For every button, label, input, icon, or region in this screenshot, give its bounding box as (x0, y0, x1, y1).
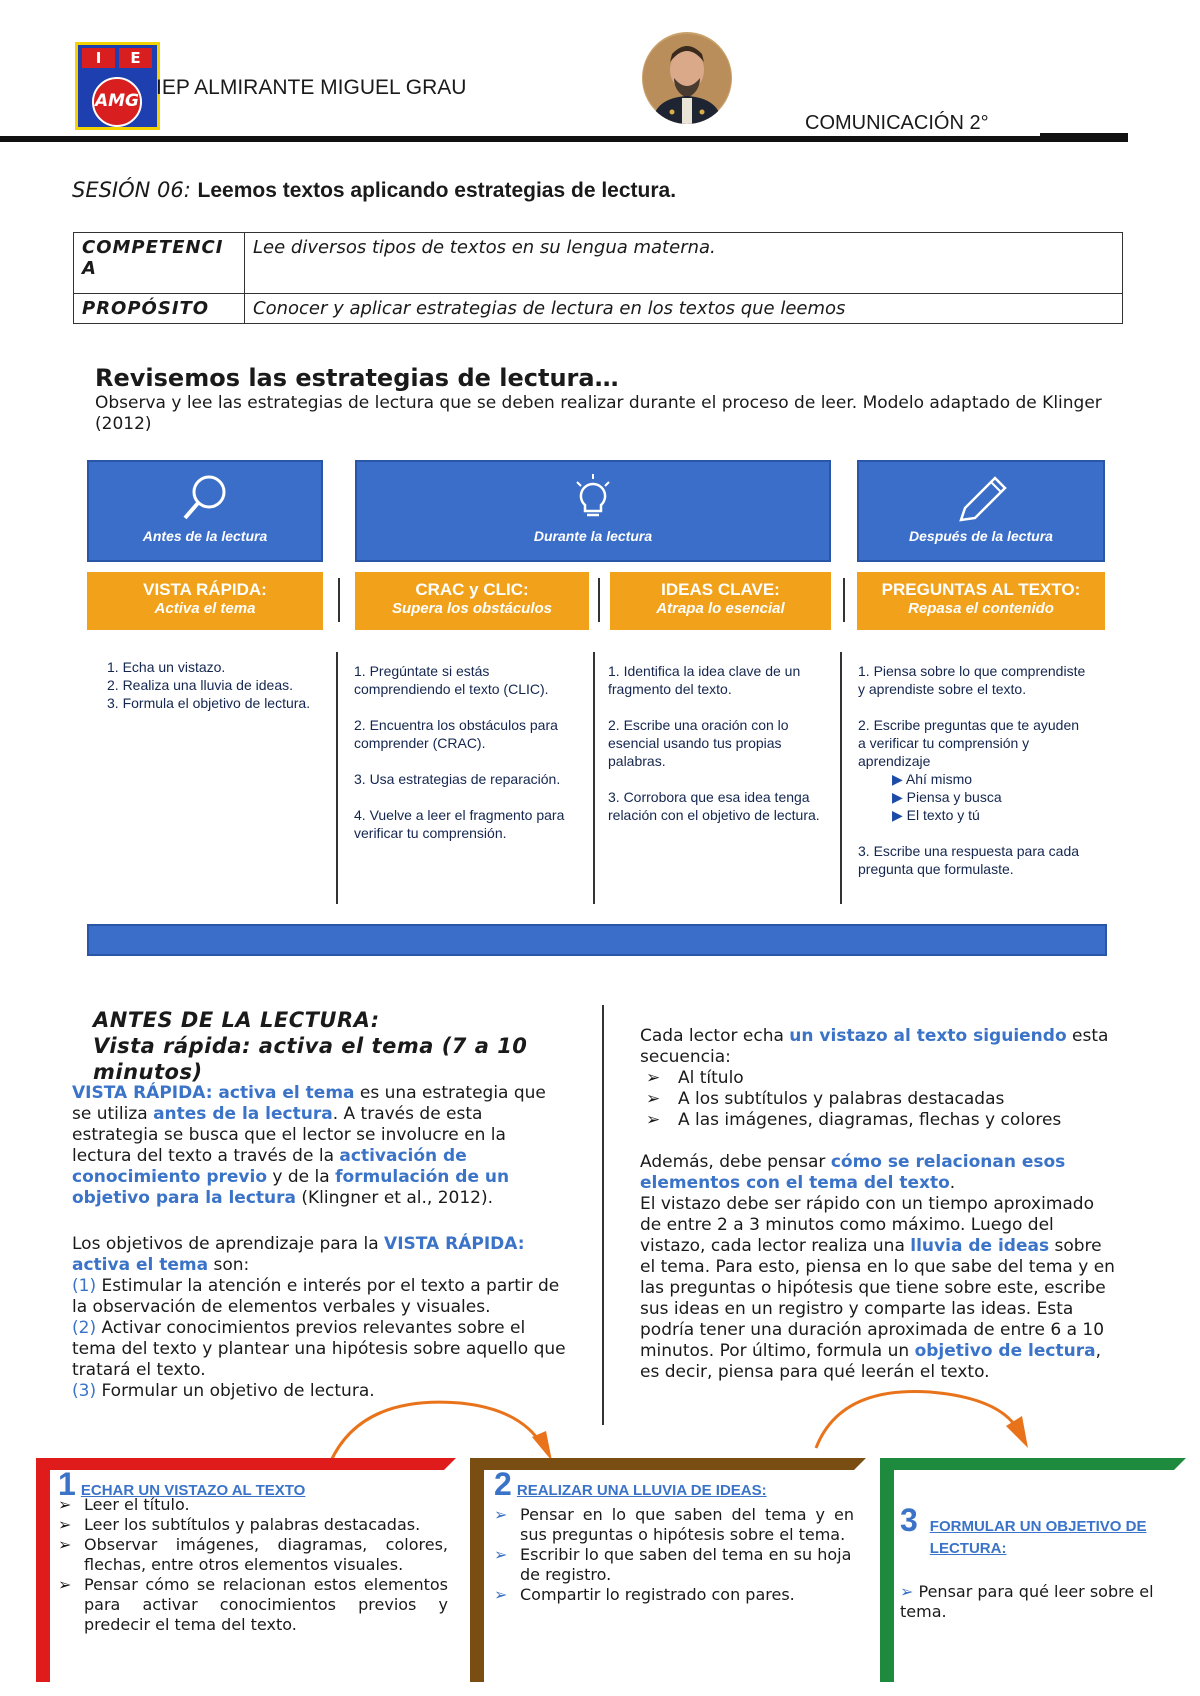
list-item: 2. Escribe preguntas que te ayuden a verificar tu comprensión y aprendizaje (858, 717, 1080, 769)
antes-right-column (640, 1026, 1120, 1383)
magnifier-icon (175, 472, 235, 524)
column-divider (840, 652, 842, 904)
session-title: SESIÓN 06: Leemos textos aplicando estrategias de lectura. (72, 178, 677, 202)
info-table (73, 232, 1123, 324)
list-item: ➢ Pensar en lo que saben del tema y en sus preguntas o hipótesis sobre el tema. (520, 1505, 854, 1545)
step-title: REALIZAR UNA LLUVIA DE IDEAS: (516, 1482, 767, 1499)
header-rule-right (1040, 133, 1128, 136)
list-item: 3. Corrobora que esa idea tenga relación con el objetivo de lectura. (608, 789, 820, 823)
list-item (892, 770, 1090, 788)
subitem-label: Piensa y busca (906, 789, 1002, 805)
objective-number: (2) (72, 1318, 97, 1338)
list-item: ➢ Al título (678, 1068, 1120, 1089)
step-number: 1 (58, 1466, 76, 1502)
antes-heading-2: Vista rápida: activa el tema (7 a 10 minutos) (93, 1034, 528, 1084)
triangle-icon: ▶ (892, 789, 903, 805)
step-list (58, 1495, 448, 1635)
strategy-subtitle: Activa el tema (154, 600, 256, 617)
competencia-value: Lee diversos tipos de textos en su lengua materna. (245, 233, 1123, 294)
phase-antes-box (87, 460, 323, 562)
strategy-title: PREGUNTAS AL TEXTO: (881, 580, 1081, 599)
curved-arrow-icon (810, 1378, 1040, 1458)
step-number: 3 (900, 1502, 918, 1538)
triangle-icon: ▶ (892, 807, 903, 823)
text: y de la (267, 1167, 336, 1187)
list-item: ➢ A las imágenes, diagramas, flechas y colores (678, 1110, 1120, 1131)
list-item (900, 1582, 1180, 1622)
review-description: Observa y lee las estrategias de lectura que se deben realizar durante el proceso de leer. Modelo adaptado de Klinger (2012) (95, 393, 1102, 434)
logo-letter-i: I (82, 48, 115, 68)
step-list (494, 1505, 854, 1605)
portrait-image (642, 32, 732, 124)
list-item (892, 788, 1090, 806)
strategy-preguntas-steps (858, 662, 1090, 878)
text: Además, debe pensar (640, 1152, 831, 1172)
strategy-vista-rapida-steps (107, 658, 327, 712)
blue-bar (87, 924, 1107, 956)
strategy-ideas-clave (610, 572, 831, 630)
session-name: Leemos textos aplicando estrategias de lectura (197, 179, 671, 202)
antes-heading (93, 1007, 563, 1085)
strategy-subtitle: Supera los obstáculos (391, 600, 553, 617)
question-types (858, 770, 1090, 824)
logo-initials: AMG (92, 77, 142, 127)
proposito-value: Conocer y aplicar estrategias de lectura en los textos que leemos (245, 294, 1123, 324)
strategy-vista-rapida (87, 572, 323, 630)
antes-heading-1: ANTES DE LA LECTURA: (93, 1008, 380, 1032)
text: (Klingner et al., 2012). (296, 1188, 494, 1208)
phase-antes-label: Antes de la lectura (142, 528, 268, 544)
list-item: 3. Usa estrategias de reparación. (354, 771, 561, 787)
text: Cada lector echa (640, 1026, 790, 1046)
school-logo (75, 42, 160, 130)
divider (843, 578, 845, 622)
phase-durante-box (355, 460, 831, 562)
list-item: 3. Formula el objetivo de lectura. (107, 695, 311, 711)
step-item: Pensar para qué leer sobre el tema. (900, 1582, 1154, 1621)
step-1-box (58, 1466, 448, 1635)
list-item: ➢ Pensar cómo se relacionan estos elementos para activar conocimientos previos y predecir el tema del texto. (84, 1575, 448, 1635)
list-item: 1. Echa un vistazo. (107, 659, 226, 675)
table-row (74, 294, 1123, 324)
objective-text: Formular un objetivo de lectura. (96, 1381, 375, 1401)
highlight: activación de conocimiento previo (72, 1146, 467, 1187)
strategy-title: CRAC y CLIC: (415, 580, 529, 599)
strategy-crac-clic (355, 572, 589, 630)
strategy-ideas-clave-steps (608, 662, 834, 842)
proposito-key: PROPÓSITO (74, 294, 245, 324)
highlight: antes de la lectura (153, 1104, 333, 1124)
list-item: ➢ Compartir lo registrado con pares. (520, 1585, 854, 1605)
list-item: 1. Pregúntate si estás comprendiendo el texto (CLIC). (354, 663, 549, 697)
sequence-list (640, 1068, 1120, 1131)
logo-letter-e: E (119, 48, 152, 68)
antes-paragraph-2 (72, 1234, 572, 1402)
subject-label: COMUNICACIÓN 2° (805, 112, 989, 134)
subitem-label: Ahí mismo (905, 771, 973, 787)
list-item: 1. Piensa sobre lo que comprendiste y aprendiste sobre el texto. (858, 663, 1086, 697)
highlight: cómo se relacionan esos elementos con el tema del texto (640, 1152, 1066, 1193)
list-item (892, 806, 1090, 824)
highlight: objetivo de lectura (914, 1341, 1096, 1361)
list-item: ➢ Observar imágenes, diagramas, colores, flechas, entre otros elementos visuales. (84, 1535, 448, 1575)
list-item: ➢ Leer el título. (84, 1495, 448, 1515)
antes-paragraph-1 (72, 1083, 562, 1209)
step-number: 2 (494, 1466, 512, 1502)
list-item: 2. Encuentra los obstáculos para comprender (CRAC). (354, 717, 558, 751)
subitem-label: El texto y tú (906, 807, 980, 823)
list-item: ➢ Leer los subtítulos y palabras destacadas. (84, 1515, 448, 1535)
list-item: 4. Vuelve a leer el fragmento para verificar tu comprensión. (354, 807, 565, 841)
objective-text: Activar conocimientos previos relevantes sobre el tema del texto y plantear una hipótesis sobre aquello que tratará el texto. (72, 1318, 566, 1380)
objective-text: Estimular la atención e interés por el texto a partir de la observación de elementos verbales y visuales. (72, 1276, 560, 1317)
list-item: ➢ A los subtítulos y palabras destacadas (678, 1089, 1120, 1110)
highlight: lluvia de ideas (910, 1236, 1050, 1256)
strategy-subtitle: Atrapa lo esencial (656, 600, 785, 617)
text: El vistazo debe ser rápido con un tiempo aproximado de entre 2 a 3 minutos como máximo. Luego del vistazo, cada lector realiza una (640, 1194, 1094, 1256)
table-row (74, 233, 1123, 294)
competencia-key: COMPETENCIA (74, 233, 245, 294)
review-title: Revisemos las estrategias de lectura… (95, 364, 619, 392)
list-item: 1. Identifica la idea clave de un fragmento del texto. (608, 663, 801, 697)
highlight: VISTA RÁPIDA: activa el tema (72, 1083, 355, 1103)
strategy-subtitle: Repasa el contenido (908, 600, 1054, 617)
school-name: IEP ALMIRANTE MIGUEL GRAU (156, 76, 467, 99)
highlight: VISTA RÁPIDA: activa el tema (72, 1234, 525, 1275)
text: Los objetivos de aprendizaje para la (72, 1234, 385, 1254)
header-rule (0, 136, 1128, 142)
step-2-box (494, 1466, 854, 1605)
list-item: 3. Escribe una respuesta para cada pregunta que formulaste. (858, 843, 1080, 877)
divider (338, 578, 340, 622)
highlight: formulación de un objetivo para la lectura (72, 1167, 510, 1208)
text: . A través de esta estrategia se busca que el lector se involucre en la lectura del texto a través de la (72, 1104, 506, 1166)
text: , es decir, piensa para qué leerán el texto. (640, 1341, 1101, 1382)
divider (598, 578, 600, 622)
list-item: ➢ Escribir lo que saben del tema en su hoja de registro. (520, 1545, 854, 1585)
pencil-icon (951, 472, 1011, 526)
list-item: 2. Escribe una oración con lo esencial usando tus propias palabras. (608, 717, 789, 769)
phase-despues-label: Después de la lectura (909, 528, 1053, 544)
objective-number: (3) (72, 1381, 97, 1401)
text: esta secuencia: (640, 1026, 1109, 1067)
strategy-crac-clic-steps (354, 662, 580, 860)
triangle-icon: ▶ (892, 771, 903, 787)
column-divider (602, 1005, 604, 1425)
text: son: (208, 1255, 250, 1275)
column-divider (336, 652, 338, 904)
phase-despues-box (857, 460, 1105, 562)
arrow-bullet-icon: ➢ (900, 1582, 914, 1601)
highlight: un vistazo al texto siguiendo (789, 1026, 1067, 1046)
session-label: SESIÓN 06: (72, 178, 191, 202)
curved-arrow-icon (320, 1385, 560, 1465)
step-title: ECHAR UN VISTAZO AL TEXTO (80, 1482, 306, 1499)
list-item: 2. Realiza una lluvia de ideas. (107, 677, 294, 693)
strategy-title: VISTA RÁPIDA: (143, 580, 267, 599)
phase-durante-label: Durante la lectura (533, 528, 653, 544)
strategy-title: IDEAS CLAVE: (661, 580, 780, 599)
step-title: FORMULAR UN OBJETIVO DE LECTURA: (929, 1518, 1147, 1557)
text: es una estrategia que se utiliza (72, 1083, 546, 1124)
text: sobre el tema. Para esto, piensa en lo que sabe del tema y en las preguntas o hipótesis que tiene sobre este, escribe sus ideas en un registro y comparte las ideas. Esta podría tener una duración aproximada de entre 6 a 10 minutos. Por último, formula un (640, 1236, 1115, 1361)
column-divider (593, 652, 595, 904)
strategy-preguntas (857, 572, 1105, 630)
lightbulb-icon (563, 472, 623, 528)
text: . (949, 1173, 956, 1193)
step-3-box (900, 1502, 1180, 1622)
objective-number: (1) (72, 1276, 97, 1296)
